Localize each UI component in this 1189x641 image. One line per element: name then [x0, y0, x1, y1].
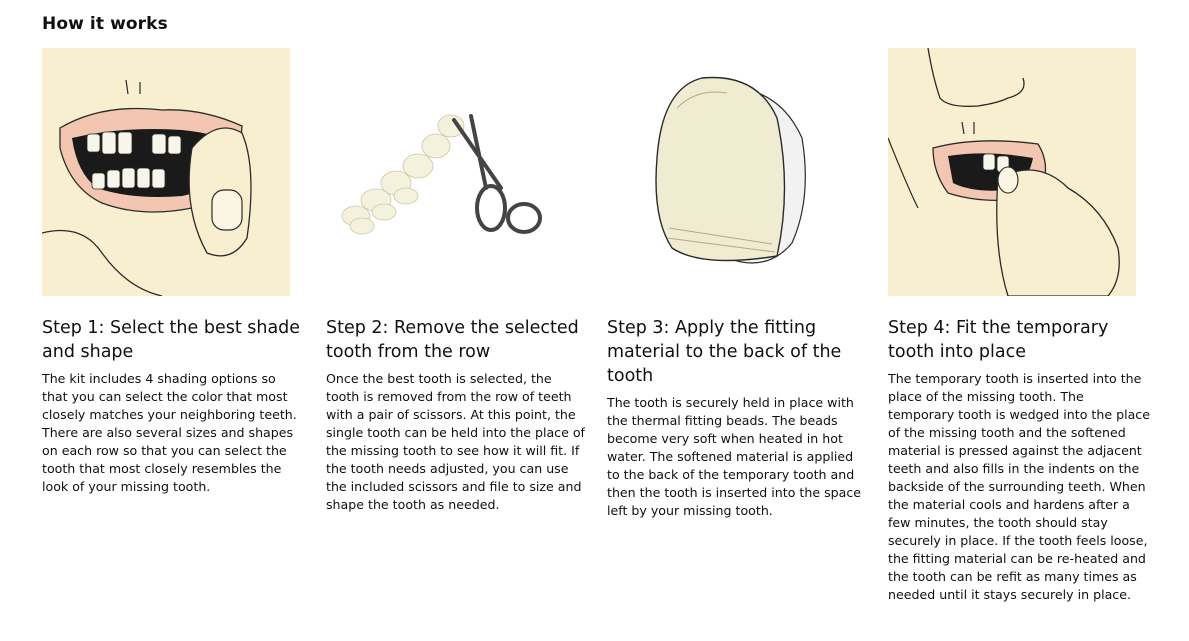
step-title: Step 1: Select the best shade and shape: [42, 318, 301, 362]
step-title: Step 3: Apply the fitting material to the back of the tooth: [607, 318, 842, 386]
step-3: [607, 48, 869, 518]
step-title: Step 2: Remove the selected tooth from the row: [326, 318, 579, 362]
scissors-tooth-row-illustration: [326, 48, 574, 296]
step-description: The temporary tooth is inserted into the place of the missing tooth. The temporary tooth is wedged into the place of the missing tooth and the softened material is pressed against the adjacent teeth and also fills in the indents on the backside of the surrounding teeth. When the material cools and hardens after a few minutes, the tooth should stay securely in place. If the tooth feels loose, the fitting material can be re-heated and the tooth can be refit as many times as needed until it stays securely in place.: [888, 371, 1150, 602]
step-2: [326, 48, 588, 512]
fitting-temporary-tooth-illustration: [888, 48, 1136, 296]
step-description: Once the best tooth is selected, the tooth is removed from the row of teeth with a pair of scissors. At this point, the single tooth can be held into the place of the missing tooth to see how it will fit. If the tooth needs adjusted, you can use the included scissors and file to size and shape the tooth as needed.: [326, 371, 585, 512]
section-heading: How it works: [42, 14, 168, 34]
step-4: [888, 48, 1150, 602]
step-description: The tooth is securely held in place with the thermal fitting beads. The beads become very soft when heated in hot water. The softened material is applied to the back of the temporary tooth and then the tooth is inserted into the space left by your missing tooth.: [607, 395, 862, 518]
step-title: Step 4: Fit the temporary tooth into place: [888, 318, 1109, 362]
step-1: [42, 48, 304, 494]
step-description: The kit includes 4 shading options so that you can select the color that most closely matches your neighboring teeth. There are also several sizes and shapes on each row so that you can select the tooth that most closely resembles the look of your missing tooth.: [42, 371, 297, 494]
mouth-missing-tooth-illustration: [42, 48, 290, 296]
tooth-with-fitting-material-illustration: [607, 48, 855, 296]
